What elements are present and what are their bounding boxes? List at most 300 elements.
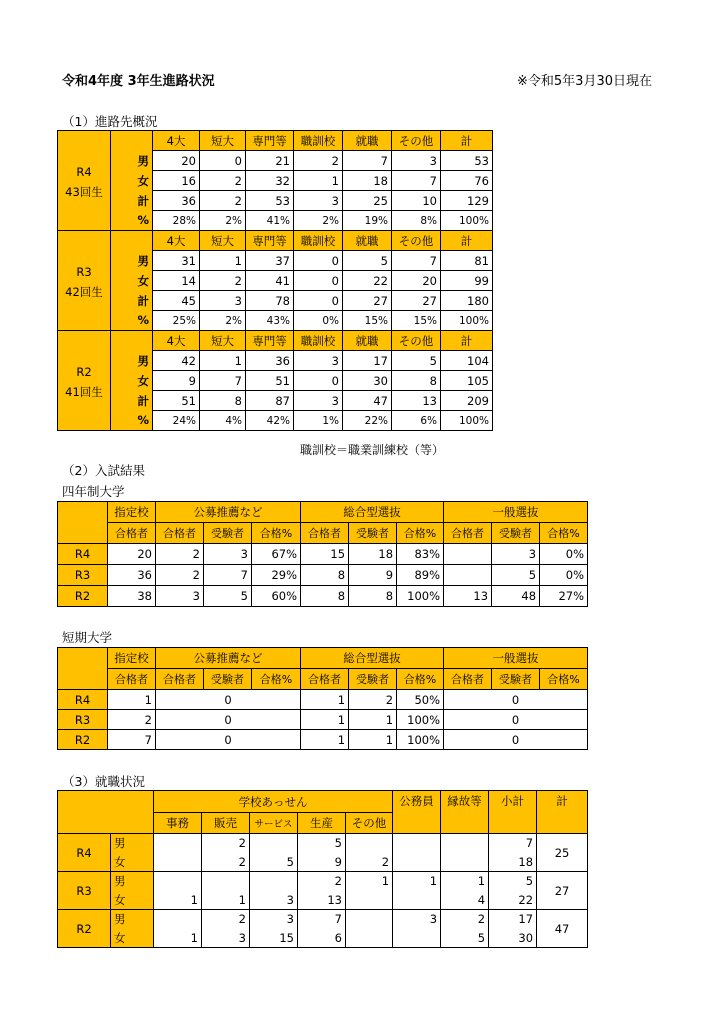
table-row — [58, 191, 493, 211]
year-label: R4 — [58, 834, 111, 872]
header-row — [58, 331, 493, 351]
data-cell: 3 — [204, 544, 252, 565]
data-cell: 67% — [252, 544, 301, 565]
university-title: 四年制大学 — [62, 484, 125, 499]
data-cell: 19% — [343, 211, 392, 231]
blank-cell — [58, 502, 108, 544]
table-row — [58, 544, 588, 565]
data-cell: 0% — [540, 565, 588, 586]
data-cell: 8 — [301, 565, 349, 586]
row-label: % — [111, 411, 153, 431]
data-cell: 0% — [540, 544, 588, 565]
data-cell — [346, 929, 393, 948]
column-header: 専門等 — [246, 231, 294, 251]
data-cell: 13 — [298, 891, 346, 910]
data-cell: 16 — [153, 171, 200, 191]
sub-header: 受験者 — [349, 669, 397, 690]
data-cell: 8 — [200, 391, 246, 411]
data-cell: 2 — [202, 834, 250, 853]
year-label: R4 — [58, 544, 108, 565]
table-row — [58, 710, 588, 730]
data-cell: 41 — [246, 271, 294, 291]
table-row — [58, 211, 493, 231]
data-cell: 22% — [343, 411, 392, 431]
data-cell — [250, 872, 298, 891]
blank-cell — [111, 131, 153, 151]
table-row — [58, 411, 493, 431]
year-label: R2 — [58, 730, 108, 750]
as-of-date: ※令和5年3月30日現在 — [517, 74, 652, 89]
data-cell: 18 — [349, 544, 397, 565]
blank-cell — [111, 331, 153, 351]
column-header: 職訓校 — [294, 131, 343, 151]
row-label: % — [111, 211, 153, 231]
data-cell: 6 — [298, 929, 346, 948]
data-cell: 1 — [393, 872, 441, 891]
group-header: 一般選抜 — [444, 648, 588, 669]
data-cell: 20 — [108, 544, 156, 565]
data-cell: 3 — [492, 544, 540, 565]
year-label: R3 — [58, 710, 108, 730]
data-cell: 36 — [108, 565, 156, 586]
data-cell: 1 — [301, 710, 349, 730]
data-cell: 5 — [343, 251, 392, 271]
group-header: 指定校 — [108, 648, 156, 669]
data-cell: 180 — [441, 291, 493, 311]
data-cell — [393, 834, 441, 853]
data-cell: 13 — [392, 391, 441, 411]
data-cell: 2 — [441, 910, 489, 929]
data-cell: 5 — [492, 565, 540, 586]
sub-header: 受験者 — [204, 523, 252, 544]
table-row — [58, 565, 588, 586]
table-row — [58, 171, 493, 191]
data-cell: 9 — [349, 565, 397, 586]
data-cell: 1 — [200, 251, 246, 271]
data-cell: 29% — [252, 565, 301, 586]
row-label: 計 — [111, 291, 153, 311]
data-cell: 31 — [153, 251, 200, 271]
data-cell: 15 — [250, 929, 298, 948]
table-row — [58, 251, 493, 271]
data-cell: 99 — [441, 271, 493, 291]
year-label: R2 — [58, 910, 111, 948]
data-cell: 50% — [397, 690, 444, 710]
data-cell: 27 — [392, 291, 441, 311]
column-header: 縁故等 — [441, 791, 489, 834]
data-cell: 7 — [200, 371, 246, 391]
column-header: 計 — [441, 231, 493, 251]
data-cell: 2 — [294, 151, 343, 171]
column-header: 計 — [441, 131, 493, 151]
data-cell: 2 — [200, 271, 246, 291]
data-cell: 1 — [301, 690, 349, 710]
data-cell: 7 — [392, 251, 441, 271]
table-row — [58, 311, 493, 331]
year-label: R2 — [58, 586, 108, 607]
sub-header: 受験者 — [492, 669, 540, 690]
data-cell: 15% — [343, 311, 392, 331]
section1-note: 職訓校＝職業訓練校（等） — [300, 443, 445, 457]
section3-title: （3）就職状況 — [62, 774, 145, 789]
data-cell: 37 — [246, 251, 294, 271]
data-cell: 14 — [153, 271, 200, 291]
sub-header: 合格者 — [108, 523, 156, 544]
column-header: 専門等 — [246, 131, 294, 151]
data-cell — [154, 853, 202, 872]
employment-table — [57, 790, 588, 948]
row-label: 女 — [111, 271, 153, 291]
header-row — [58, 231, 493, 251]
data-cell: 1 — [349, 710, 397, 730]
data-cell: 3 — [250, 910, 298, 929]
data-cell — [441, 834, 489, 853]
data-cell: 100% — [397, 730, 444, 750]
data-cell — [346, 910, 393, 929]
data-cell: 5 — [441, 929, 489, 948]
sub-header: 合格% — [397, 523, 444, 544]
data-cell: 1 — [294, 171, 343, 191]
data-cell: 32 — [246, 171, 294, 191]
column-header: その他 — [392, 131, 441, 151]
data-cell: 53 — [246, 191, 294, 211]
data-cell: 100% — [441, 211, 493, 231]
table-row — [58, 834, 588, 853]
row-label: 女 — [111, 929, 154, 948]
group-header-row — [58, 791, 588, 813]
data-cell: 1 — [200, 351, 246, 371]
data-cell: 100% — [397, 586, 444, 607]
sub-header: 合格% — [252, 523, 301, 544]
data-cell — [393, 929, 441, 948]
data-cell: 2 — [346, 853, 393, 872]
row-label: 男 — [111, 834, 154, 853]
data-cell: 3 — [250, 891, 298, 910]
data-cell: 83% — [397, 544, 444, 565]
data-cell: 2 — [202, 853, 250, 872]
junior-college-results-table — [57, 647, 588, 750]
sub-header: 合格者 — [156, 523, 204, 544]
data-cell: 1 — [108, 690, 156, 710]
section2-title: （2）入試結果 — [62, 463, 145, 478]
data-cell: 18 — [489, 853, 537, 872]
data-cell: 20 — [392, 271, 441, 291]
data-cell: 4% — [200, 411, 246, 431]
table-row — [58, 391, 493, 411]
group-header: 総合型選抜 — [301, 502, 444, 523]
data-cell: 10 — [392, 191, 441, 211]
data-cell — [202, 872, 250, 891]
data-cell: 2 — [200, 171, 246, 191]
sub-header: 合格者 — [156, 669, 204, 690]
year-label: R3 — [58, 565, 108, 586]
data-cell: 104 — [441, 351, 493, 371]
sub-header: 合格% — [252, 669, 301, 690]
data-cell — [444, 544, 492, 565]
data-cell: 3 — [200, 291, 246, 311]
data-cell: 2 — [298, 872, 346, 891]
data-cell: 0 — [294, 291, 343, 311]
data-cell: 2% — [200, 311, 246, 331]
data-cell: 24% — [153, 411, 200, 431]
data-cell: 7 — [392, 171, 441, 191]
data-cell: 21 — [246, 151, 294, 171]
sub-header: 販売 — [202, 813, 250, 834]
data-cell: 2 — [156, 544, 204, 565]
data-cell: 18 — [343, 171, 392, 191]
total-cell: 47 — [537, 910, 588, 948]
sub-header: 受験者 — [204, 669, 252, 690]
sub-header: 受験者 — [349, 523, 397, 544]
group-header: 一般選抜 — [444, 502, 588, 523]
data-cell: 17 — [489, 910, 537, 929]
data-cell: 6% — [392, 411, 441, 431]
data-cell: 8 — [301, 586, 349, 607]
table-row — [58, 730, 588, 750]
data-cell: 8 — [392, 371, 441, 391]
data-cell: 1 — [349, 730, 397, 750]
data-cell: 1% — [294, 411, 343, 431]
row-label: 女 — [111, 371, 153, 391]
data-cell: 100% — [397, 710, 444, 730]
data-cell: 15 — [301, 544, 349, 565]
sub-header: サービス — [250, 813, 298, 834]
data-cell: 42 — [153, 351, 200, 371]
data-cell: 100% — [441, 311, 493, 331]
sub-header: 事務 — [154, 813, 202, 834]
data-cell: 47 — [343, 391, 392, 411]
total-cell: 27 — [537, 872, 588, 910]
data-cell: 2 — [349, 690, 397, 710]
data-cell: 3 — [294, 191, 343, 211]
column-header: 4大 — [153, 231, 200, 251]
table-row — [58, 872, 588, 891]
data-cell: 20 — [153, 151, 200, 171]
group-header: 指定校 — [108, 502, 156, 523]
data-cell — [441, 853, 489, 872]
data-cell: 30 — [343, 371, 392, 391]
data-cell: 0 — [156, 730, 301, 750]
data-cell: 5 — [298, 834, 346, 853]
data-cell: 9 — [153, 371, 200, 391]
column-header: その他 — [392, 331, 441, 351]
data-cell: 2 — [108, 710, 156, 730]
column-header: 4大 — [153, 131, 200, 151]
column-header: 計 — [537, 791, 588, 834]
data-cell: 27% — [540, 586, 588, 607]
data-cell — [346, 891, 393, 910]
data-cell: 2 — [156, 565, 204, 586]
data-cell: 3 — [202, 929, 250, 948]
blank-cell — [111, 231, 153, 251]
data-cell: 36 — [246, 351, 294, 371]
data-cell: 0 — [444, 690, 588, 710]
sub-header: 合格% — [540, 669, 588, 690]
data-cell — [346, 834, 393, 853]
data-cell — [154, 834, 202, 853]
column-header: 就職 — [343, 231, 392, 251]
data-cell: 51 — [246, 371, 294, 391]
group-header: 学校あっせん — [154, 791, 393, 813]
data-cell: 0 — [444, 710, 588, 730]
table-row — [58, 690, 588, 710]
row-label: 男 — [111, 910, 154, 929]
table-row — [58, 910, 588, 929]
table-row — [58, 929, 588, 948]
data-cell: 38 — [108, 586, 156, 607]
sub-header: 受験者 — [492, 523, 540, 544]
sub-header: 合格者 — [444, 523, 492, 544]
data-cell: 0 — [156, 710, 301, 730]
data-cell: 5 — [204, 586, 252, 607]
row-label: 男 — [111, 351, 153, 371]
data-cell: 9 — [298, 853, 346, 872]
sub-header: 合格者 — [108, 669, 156, 690]
data-cell: 1 — [202, 891, 250, 910]
data-cell — [250, 834, 298, 853]
data-cell: 8 — [349, 586, 397, 607]
year-label: R3 — [58, 872, 111, 910]
data-cell: 53 — [441, 151, 493, 171]
data-cell: 0 — [200, 151, 246, 171]
data-cell: 2% — [294, 211, 343, 231]
table-row — [58, 891, 588, 910]
data-cell: 2 — [200, 191, 246, 211]
data-cell: 41% — [246, 211, 294, 231]
table-row — [58, 271, 493, 291]
data-cell: 4 — [441, 891, 489, 910]
data-cell: 209 — [441, 391, 493, 411]
data-cell — [393, 853, 441, 872]
data-cell: 0 — [156, 690, 301, 710]
data-cell: 105 — [441, 371, 493, 391]
year-cohort-cell: R2 41回生 — [58, 331, 111, 431]
sub-header-row — [58, 523, 588, 544]
data-cell: 2 — [202, 910, 250, 929]
row-label: 女 — [111, 853, 154, 872]
data-cell: 5 — [392, 351, 441, 371]
data-cell: 3 — [294, 391, 343, 411]
data-cell: 17 — [343, 351, 392, 371]
sub-header: 合格者 — [301, 523, 349, 544]
data-cell: 87 — [246, 391, 294, 411]
column-header: 就職 — [343, 131, 392, 151]
column-header: 短大 — [200, 131, 246, 151]
data-cell: 100% — [441, 411, 493, 431]
table-row — [58, 291, 493, 311]
data-cell: 0 — [294, 251, 343, 271]
column-header: 計 — [441, 331, 493, 351]
year-label: R4 — [58, 690, 108, 710]
data-cell: 25% — [153, 311, 200, 331]
header-row — [58, 131, 493, 151]
destination-table — [57, 130, 493, 431]
data-cell: 48 — [492, 586, 540, 607]
data-cell: 0 — [294, 371, 343, 391]
page-title: 令和4年度 3年生進路状況 — [62, 74, 215, 89]
column-header: 4大 — [153, 331, 200, 351]
table-row — [58, 151, 493, 171]
data-cell: 76 — [441, 171, 493, 191]
year-cohort-cell: R3 42回生 — [58, 231, 111, 331]
column-header: 職訓校 — [294, 231, 343, 251]
sub-header: その他 — [346, 813, 393, 834]
data-cell: 22 — [489, 891, 537, 910]
data-cell: 7 — [298, 910, 346, 929]
data-cell: 129 — [441, 191, 493, 211]
data-cell: 43% — [246, 311, 294, 331]
section1-title: （1）進路先概況 — [62, 114, 158, 129]
data-cell: 5 — [489, 872, 537, 891]
data-cell: 1 — [346, 872, 393, 891]
sub-header: 合格% — [540, 523, 588, 544]
data-cell: 30 — [489, 929, 537, 948]
data-cell — [154, 872, 202, 891]
data-cell: 3 — [156, 586, 204, 607]
row-label: 計 — [111, 391, 153, 411]
table-row — [58, 371, 493, 391]
university-results-table — [57, 501, 588, 607]
data-cell: 13 — [444, 586, 492, 607]
row-label: % — [111, 311, 153, 331]
data-cell: 3 — [393, 910, 441, 929]
row-label: 男 — [111, 872, 154, 891]
data-cell: 25 — [343, 191, 392, 211]
row-label: 計 — [111, 191, 153, 211]
year-cohort-cell: R4 43回生 — [58, 131, 111, 231]
table-row — [58, 586, 588, 607]
data-cell — [154, 910, 202, 929]
group-header: 総合型選抜 — [301, 648, 444, 669]
junior-college-title: 短期大学 — [62, 630, 113, 645]
data-cell: 1 — [154, 891, 202, 910]
data-cell: 28% — [153, 211, 200, 231]
data-cell: 36 — [153, 191, 200, 211]
data-cell: 5 — [250, 853, 298, 872]
data-cell: 0 — [294, 271, 343, 291]
data-cell: 81 — [441, 251, 493, 271]
sub-header: 生産 — [298, 813, 346, 834]
row-label: 女 — [111, 171, 153, 191]
sub-header: 合格者 — [301, 669, 349, 690]
data-cell: 8% — [392, 211, 441, 231]
table-row — [58, 853, 588, 872]
column-header: 専門等 — [246, 331, 294, 351]
sub-header: 合格者 — [444, 669, 492, 690]
data-cell: 42% — [246, 411, 294, 431]
data-cell: 7 — [343, 151, 392, 171]
data-cell: 89% — [397, 565, 444, 586]
data-cell — [393, 891, 441, 910]
data-cell: 22 — [343, 271, 392, 291]
blank-cell — [58, 648, 108, 690]
data-cell: 7 — [108, 730, 156, 750]
column-header: 公務員 — [393, 791, 441, 834]
group-header-row — [58, 502, 588, 523]
data-cell: 3 — [392, 151, 441, 171]
column-header: 職訓校 — [294, 331, 343, 351]
data-cell — [444, 565, 492, 586]
data-cell: 15% — [392, 311, 441, 331]
data-cell: 0 — [444, 730, 588, 750]
sub-header: 合格% — [397, 669, 444, 690]
column-header: 短大 — [200, 331, 246, 351]
sub-header-row — [58, 669, 588, 690]
blank-cell — [58, 791, 154, 834]
data-cell: 45 — [153, 291, 200, 311]
group-header-row — [58, 648, 588, 669]
data-cell: 7 — [489, 834, 537, 853]
